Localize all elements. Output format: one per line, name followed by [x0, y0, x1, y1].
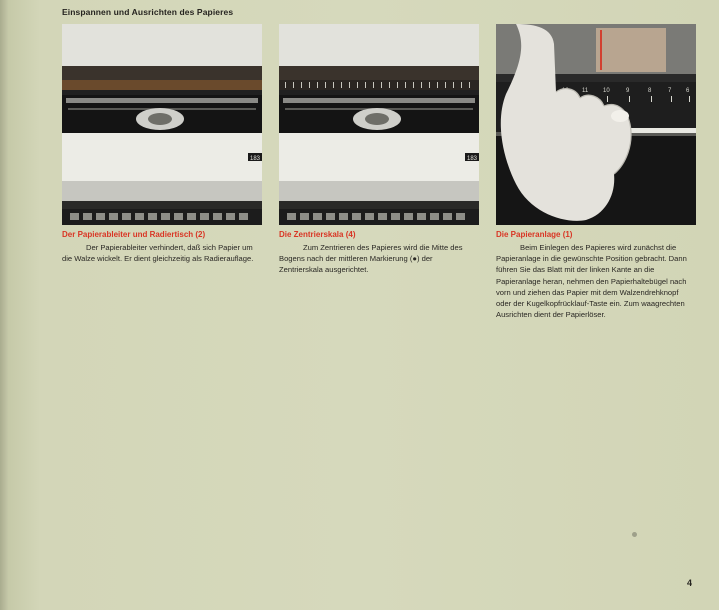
- scale-label: 8: [648, 88, 652, 94]
- caption-paragraph: Zum Zentrieren des Papieres wird die Mitte des Bogens nach der mittleren Markierung (●) der Zentrierskala ausgerichtet.: [279, 243, 463, 275]
- typewriter-centering-scale-photo: [279, 24, 479, 225]
- caption-paragraph: Beim Einlegen des Papieres wird zunächst die Papieranlage in die gewünschte Position gebracht. Dann führen Sie das Blatt mit der linken Kante an die Papieranlage heran, nehmen den Papierhaltebügel nach vorn und ziehen das Papier mit dem Walzendrehknopf oder der Kugelkopfrücklauf-Taste ein. Zum waagrechten Ausrichten dient der Papierlöser.: [496, 243, 687, 320]
- photo-1-badge: 183: [250, 156, 261, 162]
- scale-label: 10: [603, 88, 610, 94]
- page-number: 4: [687, 578, 693, 588]
- photo-3-illustration: [496, 24, 696, 225]
- scale-label: 7: [668, 88, 672, 94]
- photo-2-illustration: [279, 24, 479, 225]
- page-spine-shadow: [0, 0, 8, 610]
- caption-text-centering-scale: [279, 242, 469, 276]
- caption-title-paper-guide: Die Papieranlage (1): [496, 230, 573, 239]
- scale-label: 6: [686, 88, 690, 94]
- hand-paper-guide-photo: [496, 24, 696, 225]
- scale-label: 11: [582, 88, 589, 94]
- caption-paragraph: Der Papierableiter verhindert, daß sich Papier um die Walze wickelt. Er dient gleichzeitig als Radierauflage.: [62, 243, 254, 264]
- typewriter-paper-bail-photo: [62, 24, 262, 225]
- photo-1-illustration: [62, 24, 262, 225]
- caption-text-paper-guide: [496, 242, 694, 320]
- caption-text-paper-bail: [62, 242, 262, 264]
- caption-title-centering-scale: Die Zentrierskala (4): [279, 230, 356, 239]
- photo-2-badge: 183: [467, 156, 478, 162]
- paper-speck: [632, 532, 637, 537]
- caption-title-paper-bail: Der Papierableiter und Radiertisch (2): [62, 230, 206, 239]
- page-heading: Einspannen und Ausrichten des Papieres: [62, 7, 234, 17]
- scale-label: 9: [626, 88, 630, 94]
